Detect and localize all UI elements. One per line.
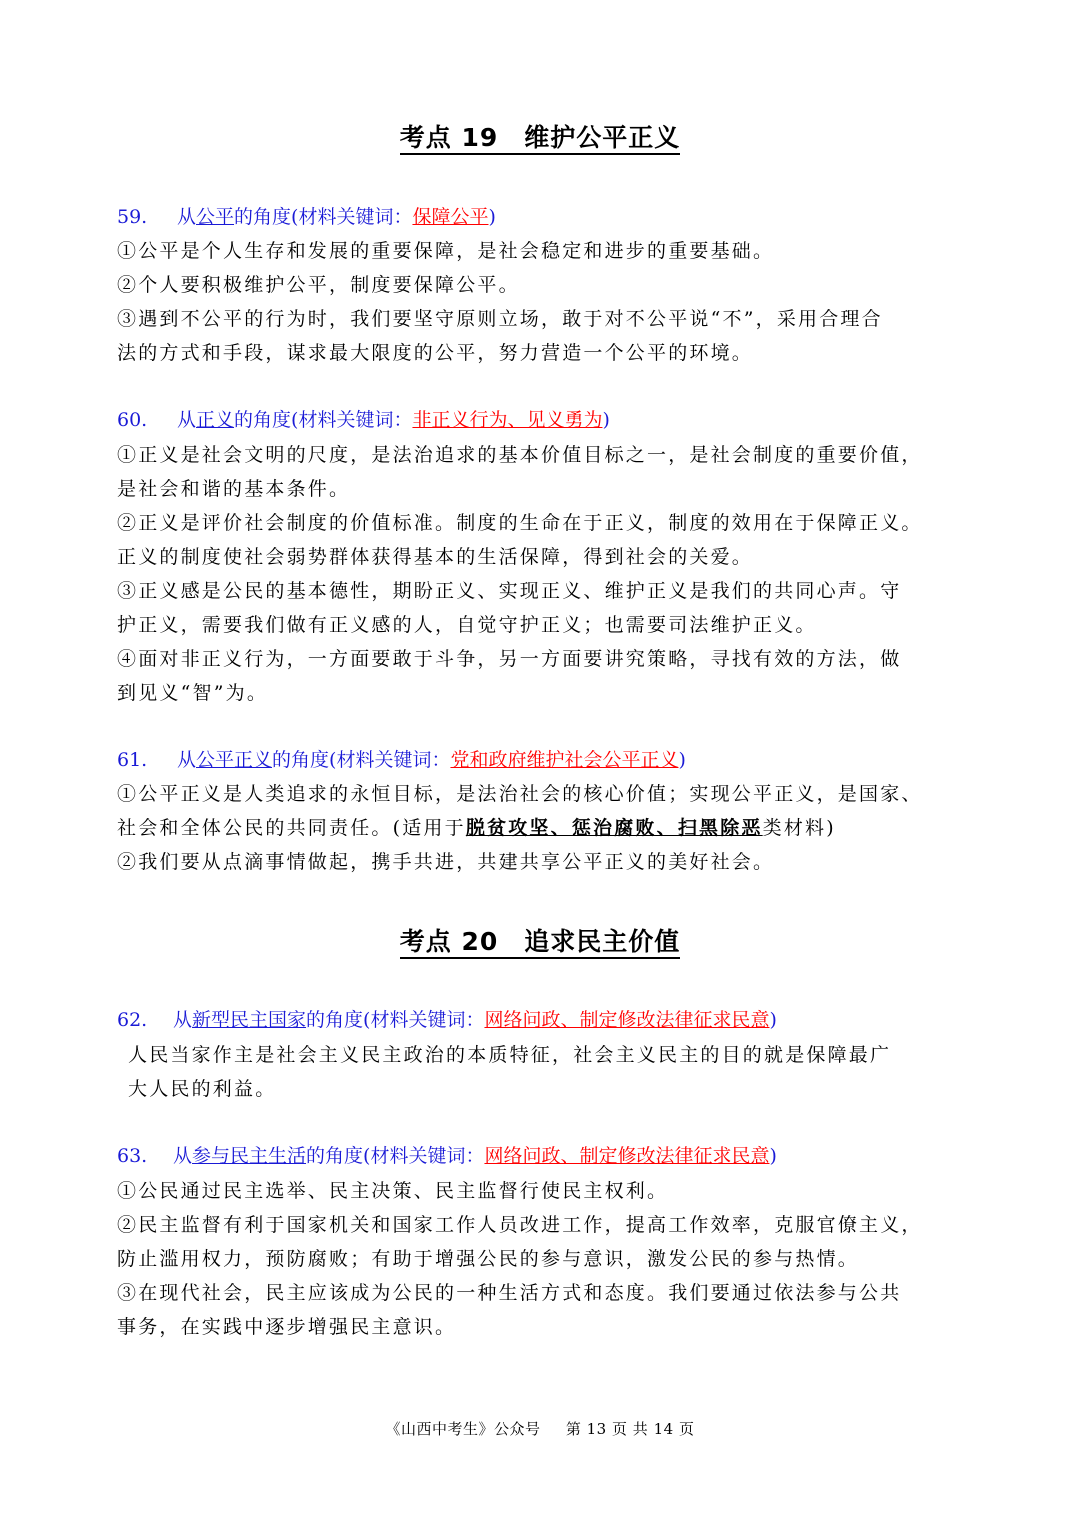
paragraph-line: 防止滥用权力，预防腐败；有助于增强公民的参与意识，激发公民的参与热情。	[117, 1248, 860, 1270]
paragraph-line: 社会和全体公民的共同责任。(适用于脱贫攻坚、惩治腐败、扫黑除恶类材料)	[117, 817, 836, 839]
page-footer: 《山西中考生》公众号 第 13 页 共 14 页	[385, 1420, 695, 1438]
paragraph-line: ②我们要从点滴事情做起，携手共进，共建共享公平正义的美好社会。	[117, 851, 775, 873]
paragraph-line: ③遇到不公平的行为时，我们要坚守原则立场，敢于对不公平说“不”，采用合理合	[117, 308, 883, 330]
paragraph-line: ②正义是评价社会制度的价值标准。制度的生命在于正义，制度的效用在于保障正义。	[117, 512, 923, 534]
page-total: 14	[653, 1420, 674, 1438]
paragraph-line: ①正义是社会文明的尺度，是法治追求的基本价值目标之一，是社会制度的重要价值，	[117, 444, 923, 466]
paragraph-line: ③在现代社会，民主应该成为公民的一种生活方式和态度。我们要通过依法参与公共	[117, 1282, 902, 1304]
heading-kaodian-19: 考点 19 维护公平正义	[0, 118, 1080, 154]
heading-kaodian-20: 考点 20 追求民主价值	[0, 922, 1080, 958]
section-61-header: 61. 从公平正义的角度(材料关键词：党和政府维护社会公平正义)	[117, 749, 686, 771]
paragraph-line: 护正义，需要我们做有正义感的人，自觉守护正义；也需要司法维护正义。	[117, 614, 817, 636]
paragraph-line: ①公民通过民主选举、民主决策、民主监督行使民主权利。	[117, 1180, 669, 1202]
paragraph-line: 法的方式和手段，谋求最大限度的公平，努力营造一个公平的环境。	[117, 342, 754, 364]
paragraph-line: 正义的制度使社会弱势群体获得基本的生活保障，得到社会的关爱。	[117, 546, 754, 568]
section-62-header: 62. 从新型民主国家的角度(材料关键词：网络问政、制定修改法律征求民意)	[117, 1009, 777, 1031]
section-60-header: 60. 从正义的角度(材料关键词：非正义行为、见义勇为)	[117, 409, 610, 431]
paragraph-line: ②民主监督有利于国家机关和国家工作人员改进工作，提高工作效率，克服官僚主义，	[117, 1214, 923, 1236]
paragraph-line: 是社会和谐的基本条件。	[117, 478, 351, 500]
bold-keywords: 脱贫攻坚、惩治腐败、扫黑除恶	[465, 817, 763, 839]
paragraph-line: 到见义“智”为。	[117, 682, 269, 704]
section-59-header: 59. 从公平的角度(材料关键词：保障公平)	[117, 206, 496, 228]
section-63-header: 63. 从参与民主生活的角度(材料关键词：网络问政、制定修改法律征求民意)	[117, 1145, 777, 1167]
paragraph-line: 大人民的利益。	[128, 1078, 277, 1100]
paragraph-line: 事务，在实践中逐步增强民主意识。	[117, 1316, 457, 1338]
paragraph-line: ②个人要积极维护公平，制度要保障公平。	[117, 274, 520, 296]
paragraph-line: 人民当家作主是社会主义民主政治的本质特征，社会主义民主的目的就是保障最广	[128, 1044, 892, 1066]
paragraph-line: ④面对非正义行为，一方面要敢于斗争，另一方面要讲究策略，寻找有效的方法，做	[117, 648, 902, 670]
paragraph-line: ③正义感是公民的基本德性，期盼正义、实现正义、维护正义是我们的共同心声。守	[117, 580, 902, 602]
page-number: 13	[586, 1420, 607, 1438]
paragraph-line: ①公平是个人生存和发展的重要保障，是社会稳定和进步的重要基础。	[117, 240, 775, 262]
paragraph-line: ①公平正义是人类追求的永恒目标，是法治社会的核心价值；实现公平正义，是国家、	[117, 783, 923, 805]
